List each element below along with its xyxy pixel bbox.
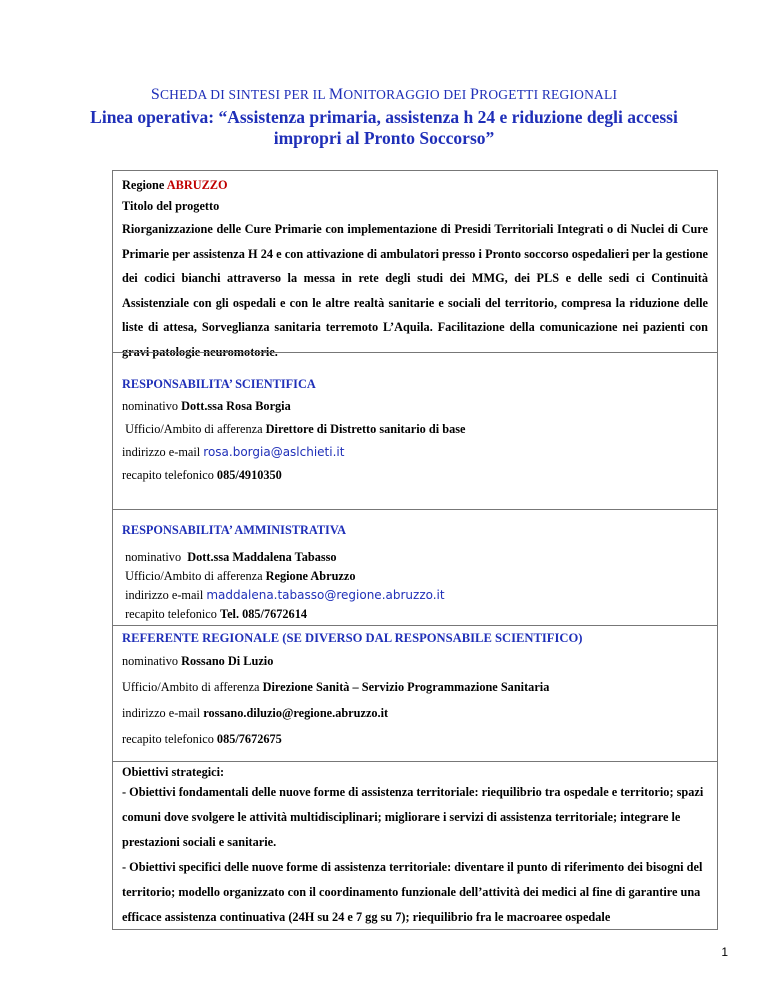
obiettivi-specifici: - Obiettivi specifici delle nuove forme di assistenza territoriale: diventare il punto di riferimento dei bisogni del territorio; modello organizzato con il coordinamento funzionale dell’attività dei medici al fine di garantire una efficace assistenza continuativa (24H su 24 e 7 gg su 7); riequilibrio fra le macroaree ospedale [122, 860, 703, 924]
obiettivi-heading: Obiettivi strategici: [122, 765, 225, 779]
referente-nominativo: nominativo Rossano Di Luzio [122, 654, 274, 668]
referente-box [112, 625, 718, 762]
regione-box [112, 170, 718, 359]
resp-amministrativa-email: indirizzo e-mail maddalena.tabasso@regione.abruzzo.it [125, 588, 445, 602]
resp-amministrativa-ufficio: Ufficio/Ambito di afferenza Regione Abruzzo [125, 569, 356, 583]
linea-operativa-title: Linea operativa: “Assistenza primaria, assistenza h 24 e riduzione degli accessi impropri al Pronto Soccorso” [90, 107, 678, 148]
resp-amministrativa-nominativo: nominativo Dott.ssa Maddalena Tabasso [125, 550, 337, 564]
obiettivi-box [112, 761, 718, 930]
obiettivi-fondamentali: - Obiettivi fondamentali delle nuove forme di assistenza territoriale: riequilibrio tra ospedale e territorio; spazi comuni dove svolgere le attività multidisciplinari; migliorare i servizi di assistenza territoriale; integrare le prestazioni sociali e sanitarie. [122, 785, 704, 849]
resp-scientifica-tel: recapito telefonico 085/4910350 [122, 468, 282, 482]
page-number: 1 [721, 945, 728, 959]
resp-scientifica-box [112, 352, 718, 510]
resp-amministrativa-box [112, 509, 718, 626]
email-link[interactable]: rossano.diluzio@regione.abruzzo.it [203, 706, 389, 720]
resp-scientifica-nominativo: nominativo Dott.ssa Rosa Borgia [122, 399, 291, 413]
referente-heading: REFERENTE REGIONALE (SE DIVERSO DAL RESPONSABILE SCIENTIFICO) [122, 631, 583, 645]
resp-scientifica-email: indirizzo e-mail rosa.borgia@aslchieti.it [122, 445, 345, 459]
resp-amministrativa-heading: RESPONSABILITA’ AMMINISTRATIVA [122, 523, 347, 537]
resp-scientifica-heading: RESPONSABILITA’ SCIENTIFICA [122, 377, 316, 391]
resp-scientifica-ufficio: Ufficio/Ambito di afferenza Direttore di Distretto sanitario di base [125, 422, 466, 436]
email-link[interactable]: rosa.borgia@aslchieti.it [203, 445, 345, 459]
titolo-progetto: Riorganizzazione delle Cure Primarie con implementazione di Presidi Territoriali Integrati o di Nuclei di Cure Primarie per assistenza H 24 e con attivazione di ambulatori presso i Pronto soccorso ospedalieri per la gestione dei codici bianchi attraverso la messa in rete degli studi dei MMG, dei PLS e delle sedi ci Continuità Assistenziale con gli ospedali e con le altre realtà sanitarie e sociali del territorio, compresa la riduzione delle liste di attesa, Sorveglianza sanitaria terremoto L’Aquila. Facilitazione della comunicazione nei pazienti con gravi patologie neuromotorie. [122, 222, 708, 359]
referente-tel: recapito telefonico 085/7672675 [122, 732, 282, 746]
referente-ufficio: Ufficio/Ambito di afferenza Direzione Sanità – Servizio Programmazione Sanitaria [122, 680, 550, 694]
resp-amministrativa-tel: recapito telefonico Tel. 085/7672614 [125, 607, 307, 621]
email-link[interactable]: maddalena.tabasso@regione.abruzzo.it [206, 588, 445, 602]
document-title: SCHEDA DI SINTESI PER IL MONITORAGGIO DEI PROGETTI REGIONALI [150, 86, 618, 103]
titolo-label: Titolo del progetto [122, 199, 220, 213]
page-header [0, 86, 768, 149]
referente-email: indirizzo e-mail rossano.diluzio@regione.abruzzo.it [122, 706, 389, 720]
regione-line: Regione ABRUZZO [122, 178, 228, 192]
